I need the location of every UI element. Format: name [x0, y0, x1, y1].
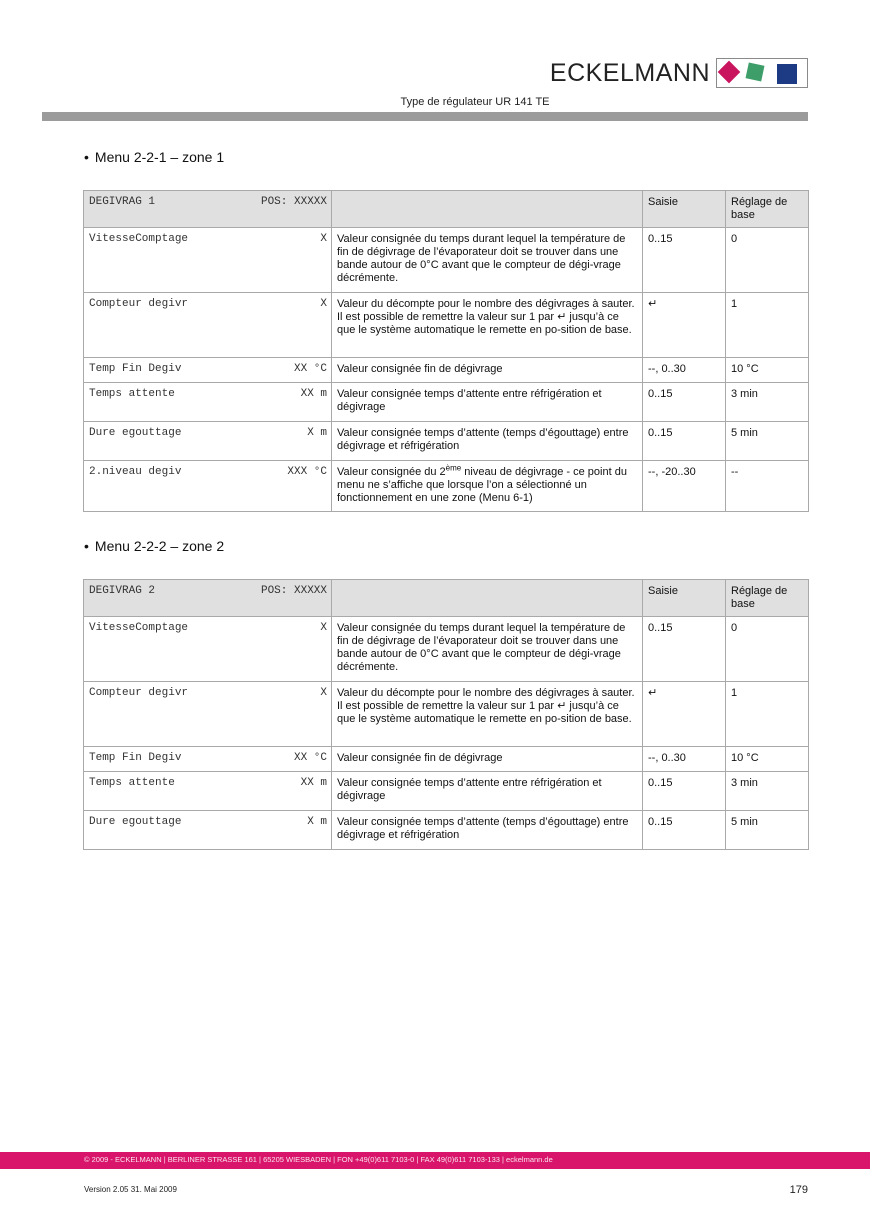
table-row: VitesseComptage X Valeur consignée du temps durant lequel la température de fin de dégivrage de l’évaporateur doit se trouver dans une bande autour de 0°C avant que le compteur de dégi-vrage décrémente. 0..15 0: [84, 228, 809, 293]
brand-name: ECKELMANN: [549, 58, 710, 87]
table-row: Compteur degivr X Valeur du décompte pour le nombre des dégivrages à sauter. Il est possible de remettre la valeur sur 1 par ↵ jusqu’à ce que le système automatique le remette en po-sition de base. ↵ 1: [84, 682, 809, 747]
table-header-row: DEGIVRAG 2 POS: XXXXX Saisie Réglage de base: [84, 580, 809, 617]
document-subtitle: Type de régulateur UR 141 TE: [400, 96, 550, 108]
page-number: 179: [789, 1184, 808, 1196]
table-row: Temp Fin Degiv XX °C Valeur consignée fin de dégivrage --, 0..30 10 °C: [84, 747, 809, 772]
table-row: Compteur degivr X Valeur du décompte pour le nombre des dégivrages à sauter. Il est possible de remettre la valeur sur 1 par ↵ jusqu’à ce que le système automatique le remette en po-sition de base. ↵ 1: [84, 293, 809, 358]
logo-marks-icon: [716, 58, 808, 88]
table-row: Temps attente XX m Valeur consignée temps d’attente entre réfrigération et dégivrage 0..15 3 min: [84, 772, 809, 811]
table-header-row: DEGIVRAG 1 POS: XXXXX Saisie Réglage de base: [84, 191, 809, 228]
menu-table-zone-1: [83, 190, 809, 512]
table-row: Dure egouttage X m Valeur consignée temps d’attente (temps d’égouttage) entre dégivrage et réfrigération 0..15 5 min: [84, 811, 809, 850]
table-row: Temps attente XX m Valeur consignée temps d’attente entre réfrigération et dégivrage 0..15 3 min: [84, 383, 809, 422]
section-title-zone-2: • Menu 2-2-2 – zone 2: [84, 538, 225, 554]
footer-bar: [0, 1152, 870, 1169]
table-row: Temp Fin Degiv XX °C Valeur consignée fin de dégivrage --, 0..30 10 °C: [84, 358, 809, 383]
version-info: Version 2.05 31. Mai 2009: [84, 1185, 177, 1194]
eckelmann-logo: [550, 58, 808, 88]
header-rule: [42, 112, 808, 121]
table-row: VitesseComptage X Valeur consignée du temps durant lequel la température de fin de dégivrage de l’évaporateur doit se trouver dans une bande autour de 0°C avant que le compteur de dégi-vrage décrémente. 0..15 0: [84, 617, 809, 682]
section-title-zone-1: • Menu 2-2-1 – zone 1: [84, 149, 225, 165]
menu-table-zone-2: [83, 579, 809, 850]
table-row: Dure egouttage X m Valeur consignée temps d’attente (temps d’égouttage) entre dégivrage et réfrigération 0..15 5 min: [84, 422, 809, 461]
footer-address: © 2009 - ECKELMANN | BERLINER STRASSE 161 | 65205 WIESBADEN | FON +49(0)611 7103-0 | FAX 49(0)611 7103-133 | eckelmann.de: [84, 1155, 553, 1164]
table-row: 2.niveau degiv XXX °C Valeur consignée du 2ème niveau de dégivrage - ce point du menu ne s’affiche que lorsque l’on a sélectionné un fonctionnement en une zone (Menu 6-1) --, -20..30 --: [84, 461, 809, 512]
